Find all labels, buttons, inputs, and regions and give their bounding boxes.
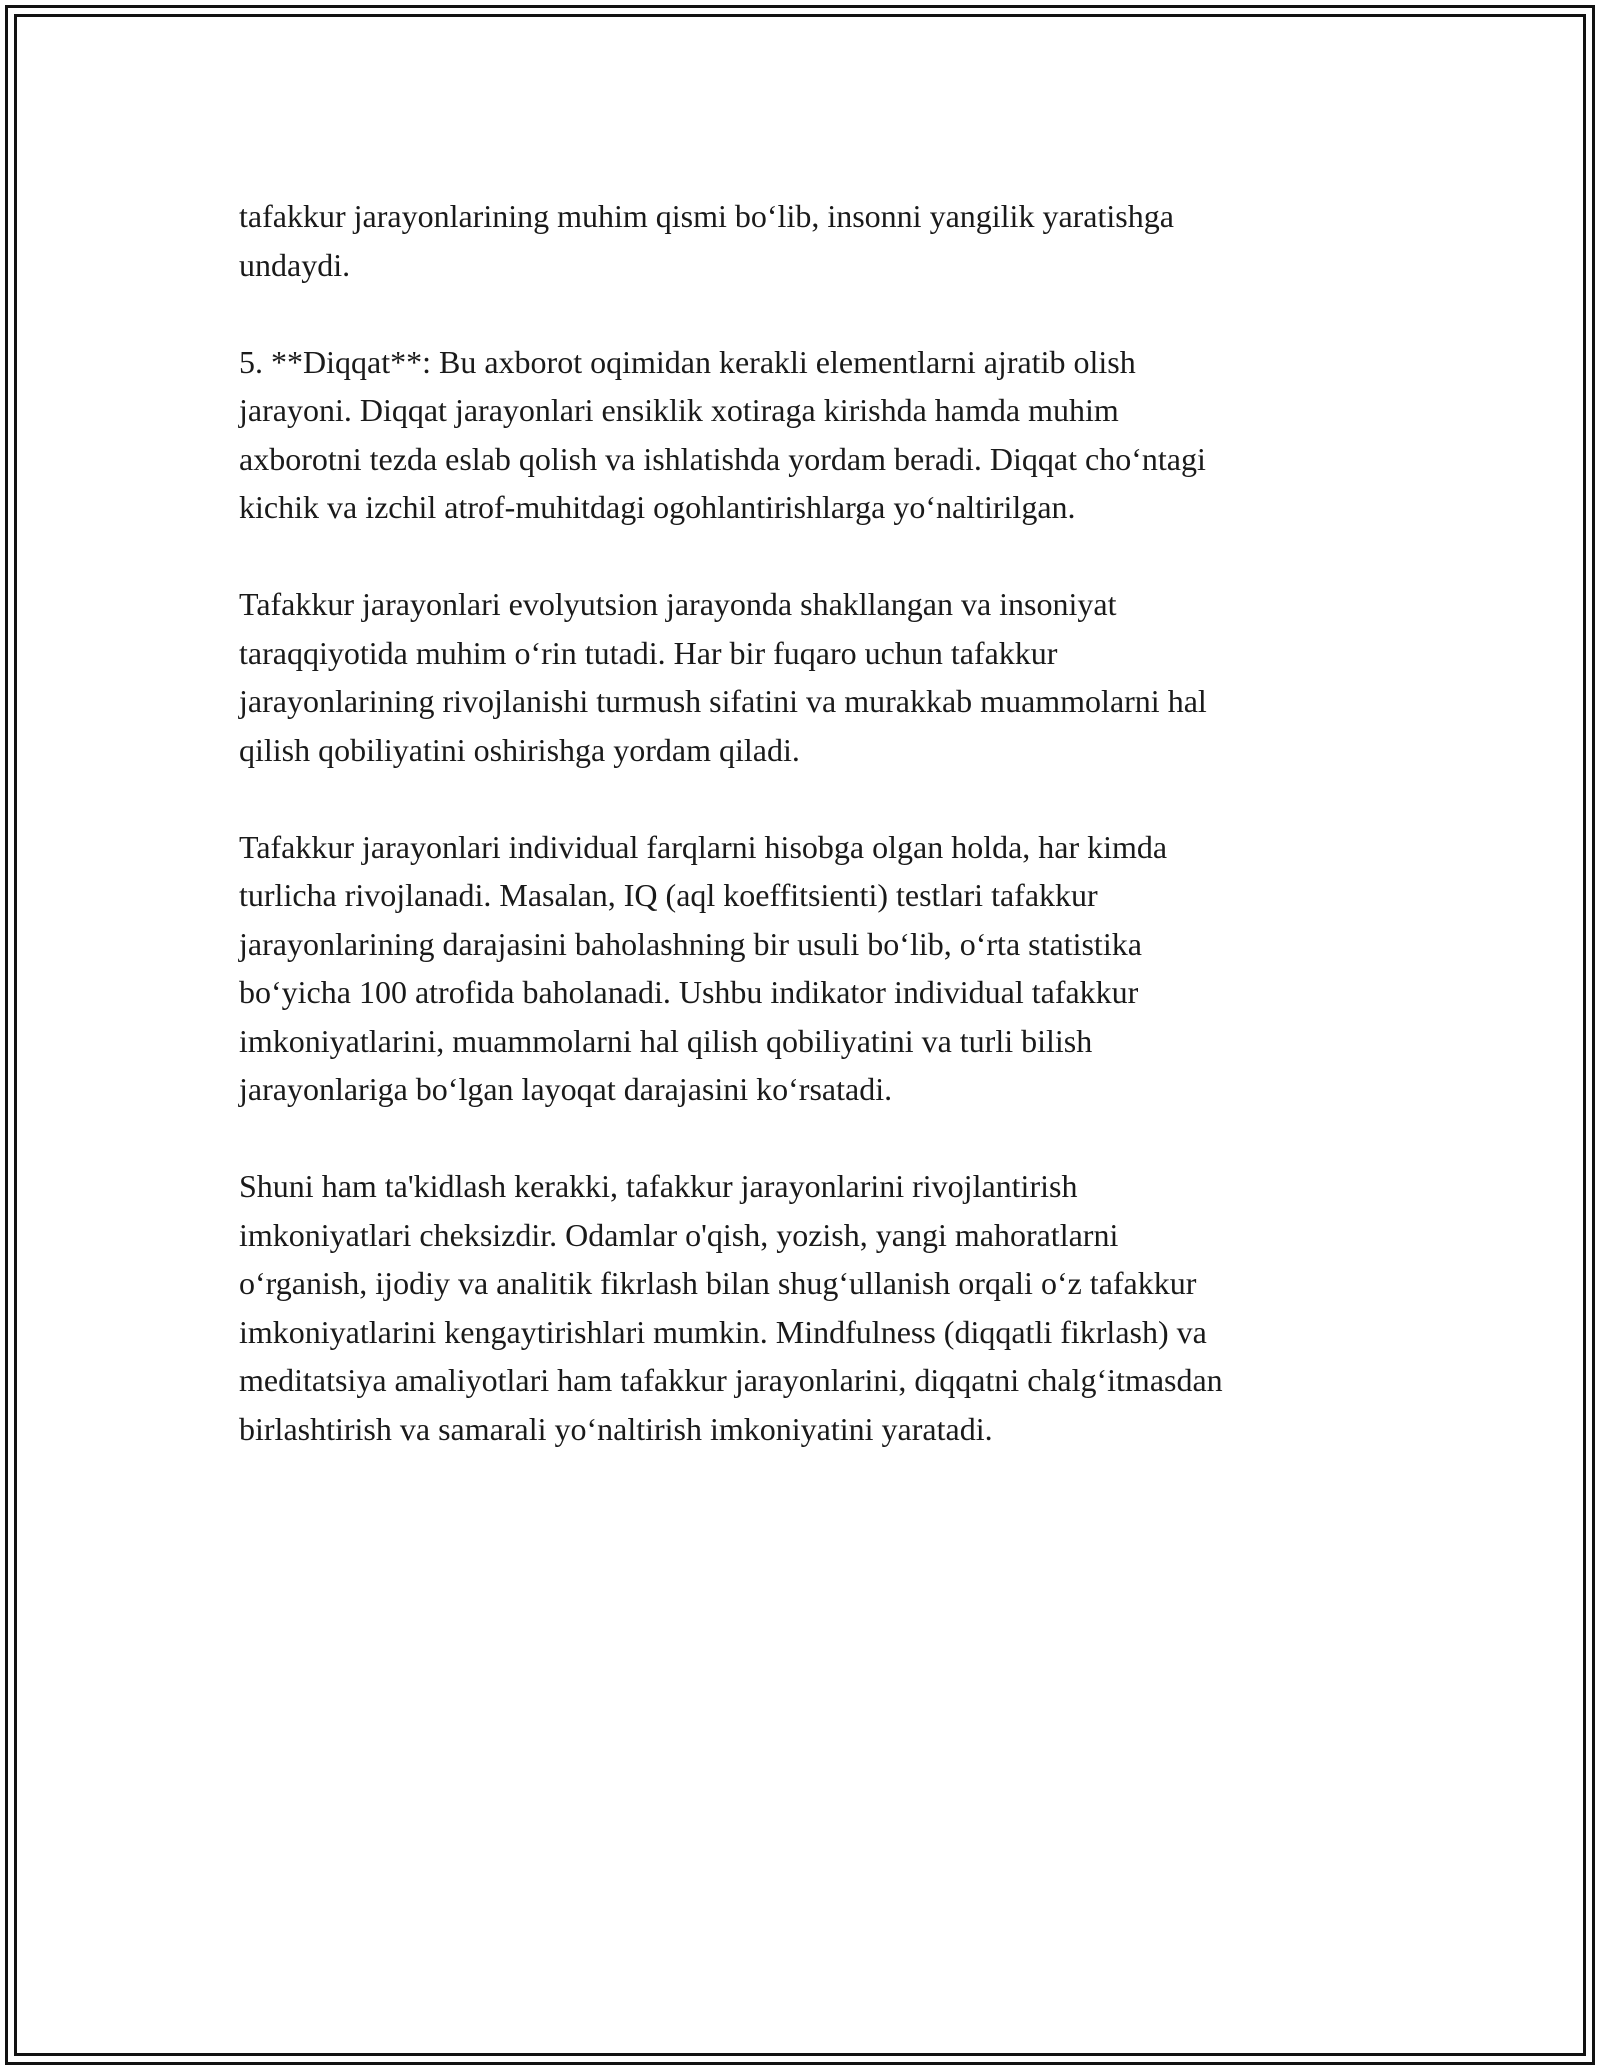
- text-line: taraqqiyotida muhim o‘rin tutadi. Har bir fuqaro uchun tafakkur: [239, 634, 1058, 671]
- page-frame: [5, 5, 1595, 2065]
- text-line: Shuni ham ta'kidlash kerakki, tafakkur jarayonlarini rivojlantirish: [239, 1168, 1078, 1204]
- text-line: Tafakkur jarayonlari individual farqlarni hisobga olgan holda, har kimda: [239, 828, 1168, 865]
- text-line: kichik va izchil atrof-muhitdagi ogohlantirishlarga yo‘naltirilgan.: [239, 489, 1076, 525]
- text-line: o‘rganish, ijodiy va analitik fikrlash bilan shug‘ullanish orqali o‘z tafakkur: [239, 1265, 1197, 1301]
- paragraph-3: [239, 580, 1379, 774]
- text-line: imkoniyatlarini kengaytirishlari mumkin. Mindfulness (diqqatli fikrlash) va: [239, 1313, 1207, 1350]
- text-line: bo‘yicha 100 atrofida baholanadi. Ushbu indikator individual tafakkur: [239, 974, 1139, 1010]
- text-line: 5. **Diqqat**: Bu axborot oqimidan kerakli elementlarni ajratib olish: [239, 343, 1136, 380]
- text-line: qilish qobiliyatini oshirishga yordam qiladi.: [239, 731, 800, 768]
- text-line: jarayonlarining darajasini baholashning bir usuli bo‘lib, o‘rta statistika: [239, 925, 1142, 962]
- paragraph-2: [239, 338, 1379, 532]
- text-line: meditatsiya amaliyotlari ham tafakkur jarayonlarini, diqqatni chalg‘itmasdan: [239, 1362, 1223, 1398]
- text-line: Tafakkur jarayonlari evolyutsion jarayonda shakllangan va insoniyat: [239, 586, 1117, 622]
- text-line: jarayonlarining rivojlanishi turmush sifatini va murakkab muammolarni hal: [239, 683, 1207, 719]
- text-line: imkoniyatlari cheksizdir. Odamlar o'qish, yozish, yangi mahoratlarni: [239, 1216, 1119, 1253]
- text-line: jarayoni. Diqqat jarayonlari ensiklik xotiraga kirishda hamda muhim: [239, 392, 1119, 428]
- text-line: undaydi.: [239, 246, 351, 283]
- document-body: [239, 192, 1379, 1502]
- text-line: turlicha rivojlanadi. Masalan, IQ (aql koeffitsienti) testlari tafakkur: [239, 877, 1098, 913]
- paragraph-5: [239, 1162, 1379, 1453]
- paragraph-4: [239, 823, 1379, 1114]
- text-line: tafakkur jarayonlarining muhim qismi bo‘lib, insonni yangilik yaratishga: [239, 198, 1174, 234]
- paragraph-1: [239, 192, 1379, 289]
- text-line: jarayonlariga bo‘lgan layoqat darajasini ko‘rsatadi.: [239, 1071, 893, 1107]
- text-line: imkoniyatlarini, muammolarni hal qilish qobiliyatini va turli bilish: [239, 1022, 1093, 1059]
- text-line: axborotni tezda eslab qolish va ishlatishda yordam beradi. Diqqat cho‘ntagi: [239, 440, 1206, 477]
- text-line: birlashtirish va samarali yo‘naltirish imkoniyatini yaratadi.: [239, 1410, 993, 1447]
